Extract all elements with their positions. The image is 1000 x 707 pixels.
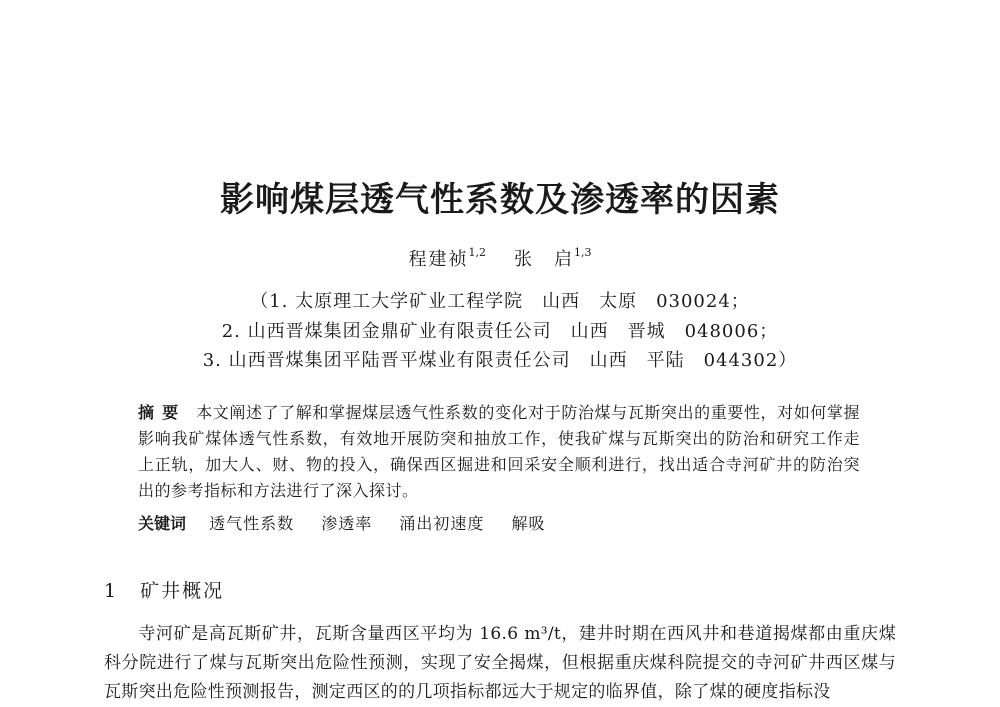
body-text: 寺河矿是高瓦斯矿井，瓦斯含量西区平均为 16.6 m³/t，建井时期在西风井和巷道揭煤都由重庆煤科分院进行了煤与瓦斯突出危险性预测，实现了安全揭煤，但根据重庆煤科院提交的寺河矿井西区煤与瓦斯突出危险性预测报告，测定西区的的几项指标都远大于规定的临界值，除了煤的硬度指标没 [104, 624, 896, 702]
keyword: 解吸 [511, 514, 546, 533]
author-2 [514, 246, 592, 270]
paper-title: 影响煤层透气性系数及渗透率的因素 [220, 180, 780, 220]
author-affil-marker: 1,3 [574, 246, 592, 259]
author-affil-marker: 1,2 [468, 246, 486, 259]
body-paragraph [104, 620, 896, 707]
keyword: 涌出初速度 [399, 514, 485, 533]
abstract [138, 400, 860, 504]
author-name: 张 启 [514, 249, 574, 270]
affiliation-2: 2. 山西晋煤集团金鼎矿业有限责任公司 山西 晋城 048006； [221, 321, 779, 342]
abstract-label: 摘要 [138, 403, 187, 422]
author-name: 程建祯 [408, 249, 469, 270]
keyword: 渗透率 [321, 514, 373, 533]
abstract-text: 本文阐述了了解和掌握煤层透气性系数的变化对于防治煤与瓦斯突出的重要性，对如何掌握影响我矿煤体透气性系数，有效地开展防突和抽放工作，使我矿煤与瓦斯突出的防治和研究工作走上正轨，加大人、财、物的投入，确保西区掘进和回采安全顺利进行，找出适合寺河矿井的防治突出的参考指标和方法进行了深入探讨。 [138, 403, 860, 500]
affiliation-3: 3. 山西晋煤集团平陆晋平煤业有限责任公司 山西 平陆 044302） [202, 350, 798, 371]
affiliation-1: （1. 太原理工大学矿业工程学院 山西 太原 030024； [250, 291, 750, 312]
author-1 [408, 246, 487, 270]
author-line [0, 240, 1000, 273]
keywords [138, 512, 860, 536]
keyword: 透气性系数 [209, 514, 295, 533]
keywords-label: 关键词 [138, 514, 187, 533]
section-heading [104, 578, 224, 604]
section-title: 矿井概况 [140, 580, 225, 602]
section-number: 1 [104, 580, 119, 602]
